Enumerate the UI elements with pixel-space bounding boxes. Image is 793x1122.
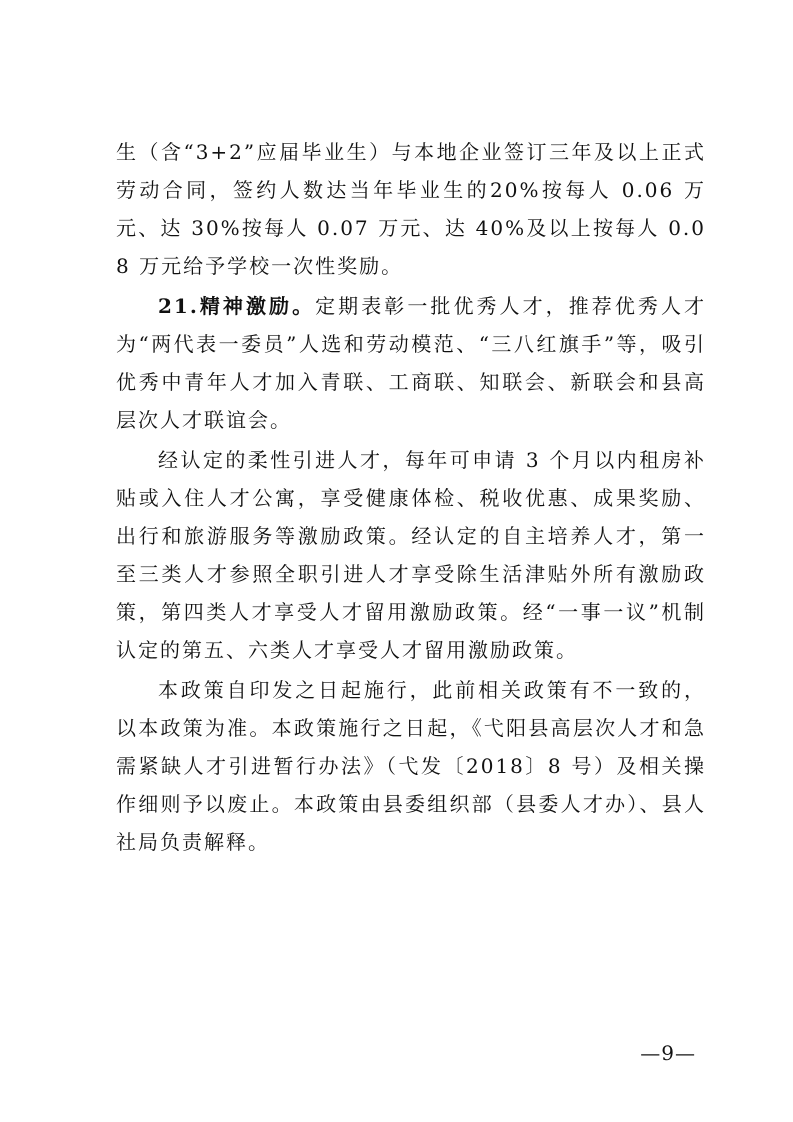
paragraph-text: 经认定的柔性引进人才，每年可申请 3 个月以内租房补贴或入住人才公寓，享受健康体检、税收优惠、成果奖励、出行和旅游服务等激励政策。经认定的自主培养人才，第一至三类人才参照全职引进人才享受除生活津贴外所有激励政策，第四类人才享受人才留用激励政策。经“一事一议”机制认定的第五、六类人才享受人才留用激励政策。: [116, 448, 706, 662]
paragraph-graduate-reward: [116, 133, 706, 285]
paragraph-effective-date: [116, 671, 706, 861]
paragraph-spiritual-incentive: [116, 287, 706, 439]
paragraph-flexible-talent: [116, 441, 706, 669]
paragraph-text: 定期表彰一批优秀人才，推荐优秀人才为“两代表一委员”人选和劳动模范、“三八红旗手”等，吸引优秀中青年人才加入青联、工商联、知联会、新联会和县高层次人才联谊会。: [116, 294, 706, 432]
paragraph-text: 生（含“3+2”应届毕业生）与本地企业签订三年及以上正式劳动合同，签约人数达当年毕业生的20%按每人 0.06 万元、达 30%按每人 0.07 万元、达 40%及以上按每人 0.08 万元给予学校一次性奖励。: [116, 140, 706, 278]
document-body: [116, 133, 706, 861]
page-number: —9—: [640, 1041, 696, 1065]
paragraph-text: 本政策自印发之日起施行，此前相关政策有不一致的，以本政策为准。本政策施行之日起，《弋阳县高层次人才和急需紧缺人才引进暂行办法》（弋发〔2018〕8 号）及相关操作细则予以废止。本政策由县委组织部（县委人才办）、县人社局负责解释。: [116, 678, 706, 854]
section-heading: 21.精神激励。: [158, 294, 316, 318]
